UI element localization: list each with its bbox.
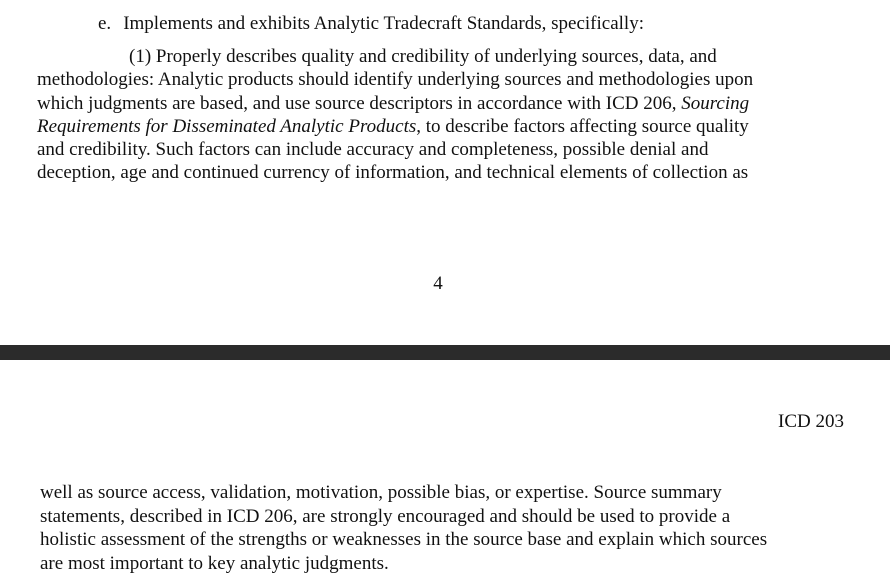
paragraph-sources-credibility — [37, 45, 837, 185]
document-title-italic: Sourcing — [681, 92, 750, 114]
paragraph-continuation — [40, 481, 850, 575]
paragraph-line: and credibility. Such factors can include accuracy and completeness, possible denial and — [37, 139, 709, 161]
paragraph-line: well as source access, validation, motivation, possible bias, or expertise. Source summary — [40, 482, 722, 503]
list-item-e — [98, 12, 644, 35]
paragraph-line: are most important to key analytic judgments. — [40, 552, 389, 574]
paragraph-line: deception, age and continued currency of information, and technical elements of collection as — [37, 162, 749, 184]
list-item-text: Implements and exhibits Analytic Tradecraft Standards, specifically: — [123, 13, 644, 34]
paragraph-text: , to describe factors affecting source quality — [416, 115, 749, 137]
document-header-id: ICD 203 — [778, 411, 844, 432]
page-number: 4 — [433, 273, 443, 294]
page-separator — [0, 345, 890, 360]
list-item-label: e. — [98, 13, 112, 34]
document-title-italic: Requirements for Disseminated Analytic Products — [37, 115, 417, 137]
paragraph-text: which judgments are based, and use source descriptors in accordance with ICD 206, — [37, 92, 682, 114]
paragraph-line: methodologies: Analytic products should identify underlying sources and methodologies upon — [37, 69, 754, 91]
paragraph-line: statements, described in ICD 206, are strongly encouraged and should be used to provide a — [40, 505, 731, 527]
document-page-bottom — [0, 360, 890, 580]
paragraph-line: (1) Properly describes quality and credibility of underlying sources, data, and — [129, 46, 717, 67]
paragraph-line — [37, 92, 837, 115]
paragraph-line — [37, 115, 837, 138]
paragraph-line: holistic assessment of the strengths or weaknesses in the source base and explain which sources — [40, 529, 768, 551]
